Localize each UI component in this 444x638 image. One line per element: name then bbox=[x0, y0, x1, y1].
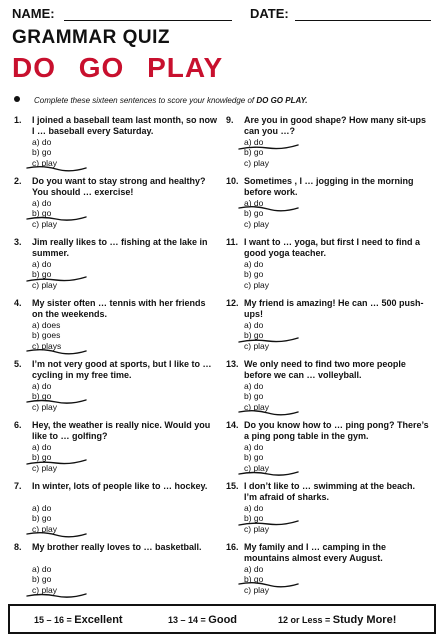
answer-options bbox=[32, 198, 57, 229]
option-a[interactable]: a) do bbox=[244, 137, 269, 147]
question-2 bbox=[14, 176, 214, 237]
option-c[interactable]: c) plays bbox=[32, 341, 61, 351]
page-title: GRAMMAR QUIZ bbox=[12, 27, 170, 48]
option-c[interactable]: c) play bbox=[244, 584, 270, 595]
question-number: 15. bbox=[226, 481, 239, 491]
option-c[interactable]: c) play bbox=[32, 585, 57, 595]
answer-underline-mark bbox=[26, 531, 88, 539]
question-number: 13. bbox=[226, 359, 239, 369]
option-a[interactable]: a) do bbox=[244, 442, 264, 452]
answer-options bbox=[32, 381, 57, 412]
option-a[interactable]: a) does bbox=[32, 320, 61, 330]
option-b[interactable]: b) go bbox=[32, 452, 57, 462]
question-number: 1. bbox=[14, 115, 22, 125]
question-text: My family and I … camping in the mountains almost every August. bbox=[244, 542, 387, 563]
question-1 bbox=[14, 115, 218, 176]
option-c[interactable]: c) play bbox=[32, 401, 58, 412]
option-a[interactable]: a) do bbox=[32, 198, 52, 208]
score-study-more bbox=[278, 614, 396, 626]
answer-underline-mark bbox=[238, 470, 300, 478]
option-c[interactable]: c) play bbox=[244, 523, 270, 534]
answer-options bbox=[244, 259, 269, 290]
name-label: NAME: bbox=[12, 6, 55, 21]
question-12 bbox=[226, 298, 426, 359]
question-number: 10. bbox=[226, 176, 239, 186]
answer-options bbox=[32, 503, 57, 534]
question-text: Do you want to stay strong and healthy? You should … exercise! bbox=[32, 176, 206, 197]
question-text: I don’t like to … swimming at the beach. I’m afraid of sharks. bbox=[244, 481, 416, 502]
question-13 bbox=[226, 359, 426, 420]
option-a[interactable]: a) do bbox=[244, 198, 269, 208]
question-number: 12. bbox=[226, 298, 239, 308]
option-b[interactable]: b) go bbox=[244, 147, 264, 158]
question-3 bbox=[14, 237, 214, 298]
question-number: 7. bbox=[14, 481, 22, 491]
option-b[interactable]: b) go bbox=[244, 391, 264, 402]
option-c[interactable]: c) play bbox=[244, 340, 270, 351]
question-number: 11. bbox=[226, 237, 239, 247]
score-label: Good bbox=[208, 614, 238, 626]
option-a[interactable]: a) do bbox=[244, 381, 264, 391]
question-16 bbox=[226, 542, 426, 603]
score-range: 15 – 16 = bbox=[34, 615, 75, 625]
option-a[interactable]: a) do bbox=[244, 564, 264, 574]
date-label: DATE: bbox=[250, 6, 289, 21]
option-a[interactable]: a) do bbox=[32, 564, 52, 574]
option-b[interactable]: b) go bbox=[32, 208, 57, 218]
question-text: I joined a baseball team last month, so now I … baseball every Saturday. bbox=[32, 115, 218, 136]
option-b[interactable]: b) go bbox=[32, 391, 57, 401]
answer-options bbox=[244, 137, 269, 168]
option-a[interactable]: a) do bbox=[244, 503, 264, 513]
option-a[interactable]: a) do bbox=[244, 320, 264, 330]
name-field[interactable] bbox=[64, 20, 232, 21]
option-b[interactable]: b) go bbox=[244, 269, 264, 280]
option-b[interactable]: b) go bbox=[32, 513, 52, 524]
question-number: 14. bbox=[226, 420, 239, 430]
option-c[interactable]: c) play bbox=[244, 279, 270, 290]
option-a[interactable]: a) do bbox=[32, 259, 52, 269]
answer-options bbox=[244, 503, 269, 534]
answer-options bbox=[244, 442, 269, 473]
answer-options bbox=[32, 137, 57, 168]
question-text: Are you in good shape? How many sit-ups can you …? bbox=[244, 115, 427, 136]
option-c[interactable]: c) play bbox=[244, 157, 270, 168]
answer-underline-mark bbox=[238, 409, 300, 417]
score-good bbox=[168, 614, 237, 626]
question-number: 6. bbox=[14, 420, 22, 430]
option-b[interactable]: b) go bbox=[244, 574, 269, 584]
option-c[interactable]: c) play bbox=[32, 158, 57, 168]
score-range: 13 – 14 = bbox=[168, 615, 209, 625]
instructions-highlight: DO GO PLAY. bbox=[256, 96, 308, 105]
question-text: Do you know how to … ping pong? There’s a ping pong table in the gym. bbox=[244, 420, 429, 441]
option-c[interactable]: c) play bbox=[32, 218, 58, 229]
question-text: Sometimes , I … jogging in the morning before work. bbox=[244, 176, 414, 197]
answer-underline-mark bbox=[26, 348, 88, 356]
option-a[interactable]: a) do bbox=[32, 442, 52, 452]
option-c[interactable]: c) play bbox=[32, 462, 58, 473]
answer-options bbox=[32, 320, 61, 351]
question-6 bbox=[14, 420, 214, 481]
question-text: My friend is amazing! He can … 500 push-ups! bbox=[244, 298, 424, 319]
option-b[interactable]: b) go bbox=[32, 147, 52, 158]
score-legend bbox=[8, 604, 436, 634]
question-text: My sister often … tennis with her friends on the weekends. bbox=[32, 298, 206, 319]
question-number: 9. bbox=[226, 115, 234, 125]
option-b[interactable]: b) go bbox=[244, 513, 269, 523]
score-label: Excellent bbox=[74, 614, 123, 626]
option-b[interactable]: b) go bbox=[244, 330, 269, 340]
questions-left-column bbox=[14, 115, 218, 603]
question-4 bbox=[14, 298, 214, 359]
answer-options bbox=[32, 442, 57, 473]
question-8 bbox=[14, 542, 214, 603]
question-text: I’m not very good at sports, but I like to … cycling in my free time. bbox=[32, 359, 212, 380]
bullet-icon bbox=[14, 96, 20, 102]
question-number: 4. bbox=[14, 298, 22, 308]
option-b[interactable]: b) go bbox=[32, 269, 57, 279]
questions-right-column bbox=[226, 115, 429, 603]
option-b[interactable]: b) goes bbox=[32, 330, 61, 341]
question-text: I want to … yoga, but first I need to find a good yoga teacher. bbox=[244, 237, 421, 258]
page-subtitle: DO GO PLAY bbox=[12, 52, 224, 83]
answer-options bbox=[244, 320, 269, 351]
question-number: 5. bbox=[14, 359, 22, 369]
score-excellent bbox=[34, 614, 123, 626]
question-text: We only need to find two more people before we can … volleyball. bbox=[244, 359, 406, 380]
option-a[interactable]: a) do bbox=[244, 259, 264, 269]
question-number: 3. bbox=[14, 237, 22, 247]
question-text: In winter, lots of people like to … hockey. bbox=[32, 481, 208, 491]
question-14 bbox=[226, 420, 429, 481]
question-number: 8. bbox=[14, 542, 22, 552]
instructions-text: Complete these sixteen sentences to score your knowledge of bbox=[34, 96, 257, 105]
option-a[interactable]: a) do bbox=[32, 137, 52, 147]
question-15 bbox=[226, 481, 426, 542]
date-field[interactable] bbox=[295, 20, 431, 21]
score-label: Study More! bbox=[332, 614, 397, 626]
answer-options bbox=[244, 564, 269, 595]
header bbox=[12, 4, 432, 24]
option-a[interactable]: a) do bbox=[32, 503, 52, 513]
question-text: My brother really loves to … basketball. bbox=[32, 542, 202, 552]
option-a[interactable]: a) do bbox=[32, 381, 52, 391]
option-c[interactable]: c) play bbox=[244, 218, 270, 229]
answer-options bbox=[32, 564, 57, 595]
answer-options bbox=[244, 198, 269, 229]
option-b[interactable]: b) go bbox=[244, 208, 264, 219]
option-c[interactable]: c) play bbox=[244, 402, 269, 412]
question-9 bbox=[226, 115, 426, 176]
option-b[interactable]: b) go bbox=[244, 452, 264, 463]
question-number: 16. bbox=[226, 542, 239, 552]
answer-underline-mark bbox=[26, 592, 88, 600]
answer-options bbox=[244, 381, 269, 412]
answer-underline-mark bbox=[26, 165, 88, 173]
question-5 bbox=[14, 359, 214, 420]
option-b[interactable]: b) go bbox=[32, 574, 52, 585]
option-c[interactable]: c) play bbox=[32, 524, 57, 534]
score-range: 12 or Less = bbox=[278, 615, 333, 625]
answer-options bbox=[32, 259, 57, 290]
question-number: 2. bbox=[14, 176, 22, 186]
question-11 bbox=[226, 237, 426, 298]
question-7 bbox=[14, 481, 214, 542]
question-text: Hey, the weather is really nice. Would you like to … golfing? bbox=[32, 420, 211, 441]
option-c[interactable]: c) play bbox=[244, 463, 269, 473]
question-text: Jim really likes to … fishing at the lake in summer. bbox=[32, 237, 208, 258]
instructions bbox=[12, 96, 432, 105]
option-c[interactable]: c) play bbox=[32, 279, 58, 290]
question-10 bbox=[226, 176, 426, 237]
